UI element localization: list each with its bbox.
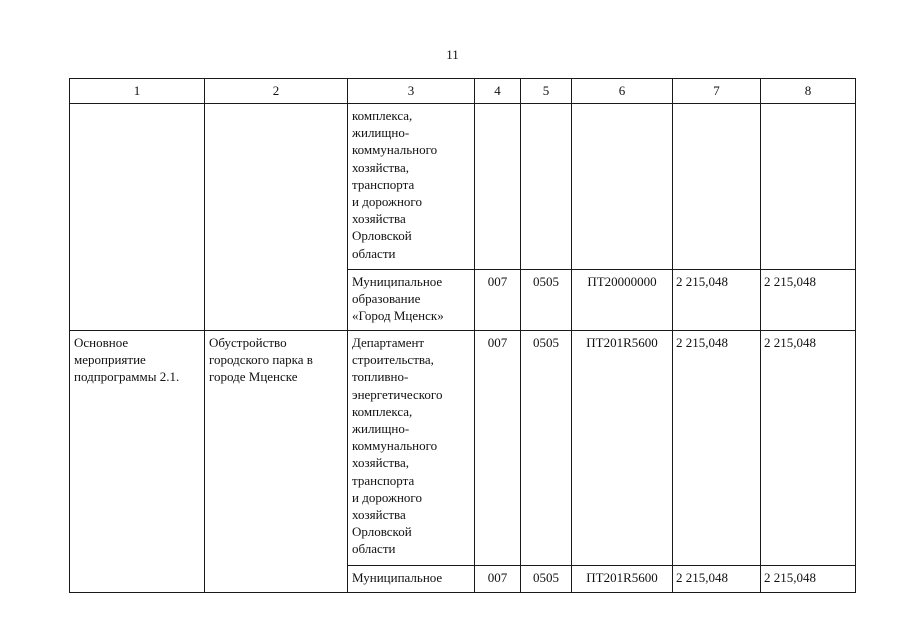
- page-number: 11: [446, 47, 459, 62]
- amount-cell-8: 2 215,048: [761, 331, 856, 566]
- activity-name-cell: [70, 104, 205, 331]
- executor-text: Муниципальное: [352, 570, 443, 585]
- grbs-code-cell: [475, 104, 521, 270]
- table-header-row: [70, 79, 856, 104]
- executor-cell: [348, 270, 475, 331]
- amount-cell-8: 2 215,048: [761, 566, 856, 593]
- column-header-4: 4: [475, 79, 521, 104]
- target-article-cell: [572, 104, 673, 270]
- amount-cell-7: 2 215,048: [673, 566, 761, 593]
- amount-cell-7: [673, 104, 761, 270]
- activity-name-text: Основное мероприятие подпрограммы 2.1.: [74, 335, 180, 385]
- table-row: [70, 104, 856, 270]
- column-header-5: 5: [521, 79, 572, 104]
- activity-name-cell: [70, 331, 205, 593]
- amount-cell-8: 2 215,048: [761, 270, 856, 331]
- section-code-cell: 0505: [521, 566, 572, 593]
- activity-description-text: Обустройство городского парка в городе Мценске: [209, 335, 313, 385]
- target-article-cell: ПТ201R5600: [572, 566, 673, 593]
- executor-text: комплекса, жилищно- коммунального хозяйства, транспорта и дорожного хозяйства Орловской области: [352, 108, 438, 261]
- amount-cell-8: [761, 104, 856, 270]
- executor-cell: [348, 104, 475, 270]
- column-header-8: 8: [761, 79, 856, 104]
- executor-cell: [348, 331, 475, 566]
- section-code-cell: 0505: [521, 270, 572, 331]
- executor-cell: [348, 566, 475, 593]
- column-header-1: 1: [70, 79, 205, 104]
- executor-text: Муниципальное образование «Город Мценск»: [352, 274, 444, 324]
- column-header-3: 3: [348, 79, 475, 104]
- section-code-cell: 0505: [521, 331, 572, 566]
- grbs-code-cell: 007: [475, 331, 521, 566]
- column-header-2: 2: [205, 79, 348, 104]
- table-row: [70, 331, 856, 566]
- activity-description-cell: [205, 331, 348, 593]
- amount-cell-7: 2 215,048: [673, 270, 761, 331]
- executor-text: Департамент строительства, топливно- энергетического комплекса, жилищно- коммунального хозяйства, транспорта и дорожного хозяйства Орловской области: [352, 335, 443, 557]
- grbs-code-cell: 007: [475, 270, 521, 331]
- grbs-code-cell: 007: [475, 566, 521, 593]
- column-header-7: 7: [673, 79, 761, 104]
- column-header-6: 6: [572, 79, 673, 104]
- budget-table: [69, 78, 856, 593]
- section-code-cell: [521, 104, 572, 270]
- target-article-cell: ПТ20000000: [572, 270, 673, 331]
- target-article-cell: ПТ201R5600: [572, 331, 673, 566]
- amount-cell-7: 2 215,048: [673, 331, 761, 566]
- activity-description-cell: [205, 104, 348, 331]
